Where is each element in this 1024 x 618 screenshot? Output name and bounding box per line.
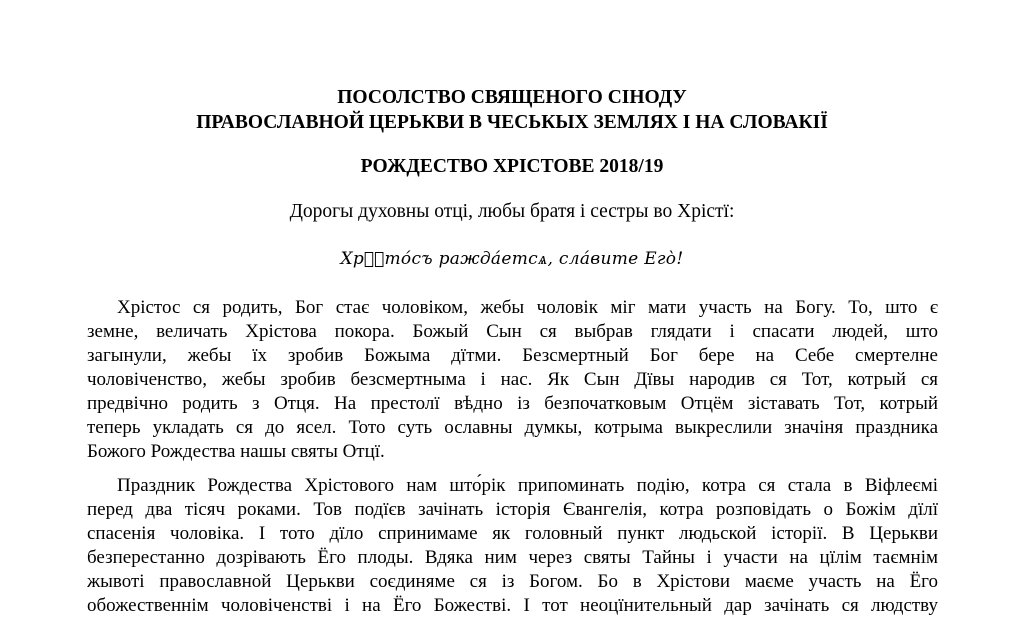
- paragraph-line: Божого Рождества нашы святы Отцї.: [87, 441, 385, 462]
- paragraph-line: перед два тісяч роками. Тов подїєв зачінать історія Євангелія, котра розповідать о Божім дїлї: [87, 499, 938, 520]
- paragraph-2: [87, 474, 938, 618]
- church-slavonic-greeting: Хрⷭ҇то́съ ражда́етсѧ, сла́вите Его̀!: [340, 249, 684, 269]
- document-title: РОЖДЕСТВО ХРІСТОВЕ 2018/19: [360, 156, 664, 177]
- paragraph-line: предвічно родить з Отця. На престолї вѣдно із безпочатковым Отцём зіставать Тот, котрый: [87, 393, 938, 414]
- paragraph-line: Праздник Рождества Хрістового нам што́рік припоминать подію, котра ся стала в Віфлеємі: [117, 475, 938, 496]
- paragraph-line: земне, величать Хрістова покора. Божый Сын ся выбрав глядати і спасати людей, што: [87, 321, 938, 342]
- paragraph-1: [87, 296, 938, 464]
- paragraph-line: загынули, жебы їх зробив Божыма дїтми. Безсмертный Бог бере на Себе смертелне: [87, 345, 938, 366]
- paragraph-line: чоловіченство, жебы зробив безсмертныма і нас. Як Сын Дївы народив ся Тот, котрый ся: [87, 369, 938, 390]
- heading-line-1: ПОСОЛСТВО СВЯЩЕНОГО СІНОДУ: [337, 87, 687, 108]
- greeting: Дорогы духовны отці, любы братя і сестры во Хрістї:: [289, 201, 735, 222]
- paragraph-line: спасенія чоловіка. І тото дїло спринимаме як головный пункт людьской історії. В Церькви: [87, 523, 938, 544]
- paragraph-line: безперестанно дозрівають Ёго плоды. Вдяка ним через святы Тайны і участи на цїлім таємнім: [87, 547, 938, 568]
- paragraph-line: обожественнім чоловіченстві і на Ёго Божестві. І тот неоцїнительный дар зачінать ся людству: [87, 595, 938, 616]
- paragraph-line: Хрістос ся родить, Бог стає чоловіком, жебы чоловік міг мати участь на Богу. То, што є: [117, 297, 938, 318]
- paragraph-line: теперь укладать ся до ясел. Тото суть ославны думкы, котрыма выкреслили значіня праздника: [87, 417, 938, 438]
- heading-line-2: ПРАВОСЛАВНОЙ ЦЕРЬКВИ В ЧЕСЬКЫХ ЗЕМЛЯХ І НА СЛОВАКІЇ: [196, 112, 828, 133]
- paragraph-line: жывоті православной Церькви соєдиняме ся із Богом. Бо в Хрістови маєме участь на Ёго: [87, 571, 938, 592]
